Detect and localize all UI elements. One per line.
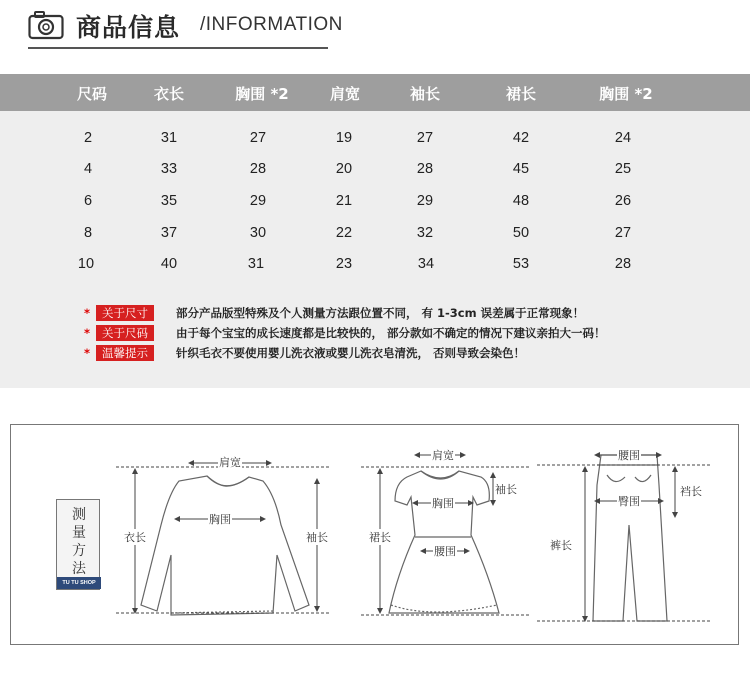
note-sizing (84, 325, 606, 343)
col-header-skirt: 裙长 (505, 85, 537, 103)
note-text: 由于每个宝宝的成长速度都是比较快的， 部分款如不确定的情况下建议亲拍大一码！ (176, 326, 606, 340)
measurement-panel (10, 424, 739, 645)
badge-char: 方 (72, 543, 86, 559)
table-cell: 29 (416, 193, 434, 209)
pants-length-label: 裤长 (550, 539, 572, 552)
note-tag: 关于尺码 (96, 325, 154, 341)
table-cell: 30 (249, 225, 267, 241)
table-cell: 40 (160, 256, 178, 272)
table-cell: 6 (83, 193, 93, 209)
size-table-header (0, 74, 750, 111)
note-tag: 温馨提示 (96, 345, 154, 361)
table-cell: 2 (83, 130, 93, 146)
table-cell: 24 (614, 130, 632, 146)
shop-label: TU TU SHOP (57, 577, 101, 589)
shirt-length-label: 衣长 (124, 531, 146, 544)
table-cell: 21 (335, 193, 353, 209)
note-star: * (84, 326, 91, 340)
section-title: 商品信息 (76, 13, 181, 42)
table-cell: 23 (335, 256, 353, 272)
table-cell: 4 (83, 161, 93, 177)
table-cell: 8 (83, 225, 93, 241)
badge-char: 量 (72, 525, 86, 541)
table-cell: 28 (614, 256, 632, 272)
dress-sleeve-label: 袖长 (495, 483, 517, 496)
table-cell: 28 (249, 161, 267, 177)
table-cell: 34 (417, 256, 435, 272)
badge-char: 法 (72, 561, 86, 577)
note-star: * (84, 306, 91, 320)
pants-rise-label: 裆长 (680, 485, 702, 498)
table-cell: 29 (249, 193, 267, 209)
table-cell: 50 (512, 225, 530, 241)
dress-illustration (389, 471, 499, 613)
shirt-sleeve-label: 袖长 (306, 531, 328, 544)
note-tag: 关于尺寸 (96, 305, 154, 321)
table-cell: 10 (77, 256, 95, 272)
section-subtitle: /INFORMATION (200, 14, 343, 35)
table-cell: 33 (160, 161, 178, 177)
section-header (28, 6, 348, 46)
note-text: 部分产品版型特殊及个人测量方法跟位置不同， 有 1-3cm 误差属于正常现象！ (176, 306, 585, 320)
table-cell: 19 (335, 130, 353, 146)
shirt-illustration (141, 476, 309, 615)
pants-waist-label: 腰围 (618, 449, 640, 462)
table-cell: 48 (512, 193, 530, 209)
table-cell: 31 (160, 130, 178, 146)
header-underline (28, 47, 328, 49)
size-table-body (0, 111, 750, 388)
table-cell: 27 (249, 130, 267, 146)
note-tips (84, 345, 525, 363)
col-header-chest: 胸围 *2 (235, 85, 289, 103)
table-cell: 42 (512, 130, 530, 146)
note-star: * (84, 346, 91, 360)
dress-shoulder-label: 肩宽 (432, 449, 454, 462)
table-cell: 35 (160, 193, 178, 209)
col-header-shoulder: 肩宽 (329, 85, 361, 103)
shirt-chest-label: 胸围 (209, 513, 231, 526)
table-cell: 45 (512, 161, 530, 177)
col-header-sleeve: 袖长 (409, 85, 441, 103)
table-cell: 25 (614, 161, 632, 177)
table-cell: 27 (614, 225, 632, 241)
table-cell: 31 (247, 256, 265, 272)
note-size (84, 305, 585, 323)
badge-char: 测 (72, 507, 86, 523)
camera-icon (28, 10, 64, 40)
pants-illustration (593, 455, 667, 621)
shirt-shoulder-label: 肩宽 (219, 456, 241, 469)
pants-hip-label: 臀围 (618, 495, 640, 508)
dress-waist-label: 腰围 (434, 545, 456, 558)
col-header-size: 尺码 (76, 85, 108, 103)
table-cell: 26 (614, 193, 632, 209)
note-text: 针织毛衣不要使用婴儿洗衣液或婴儿洗衣皂清洗， 否则导致会染色！ (176, 346, 525, 360)
table-cell: 37 (160, 225, 178, 241)
table-cell: 32 (416, 225, 434, 241)
table-cell: 22 (335, 225, 353, 241)
table-cell: 27 (416, 130, 434, 146)
table-cell: 53 (512, 256, 530, 272)
table-cell: 20 (335, 161, 353, 177)
table-cell: 28 (416, 161, 434, 177)
col-header-length: 衣长 (153, 85, 185, 103)
col-header-chest-2: 胸围 *2 (599, 85, 653, 103)
dress-length-label: 裙长 (369, 531, 391, 544)
dress-chest-label: 胸围 (432, 497, 454, 510)
